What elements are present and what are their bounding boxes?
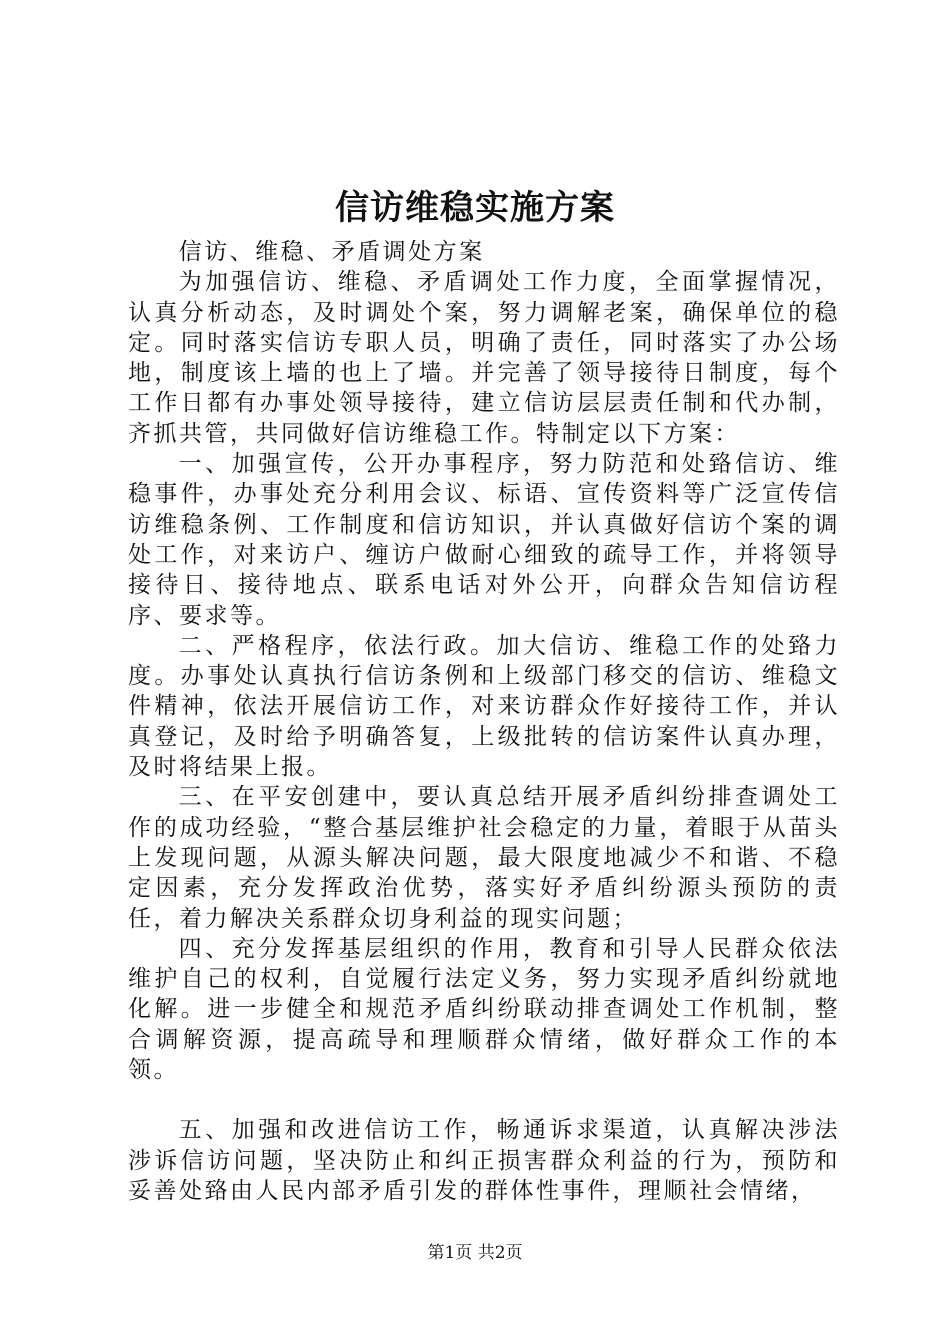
paragraph-item-4: 四、充分发挥基层组织的作用，教育和引导人民群众依法维护自己的权利，自觉履行法定义务，努力实现矛盾纠纷就地化解。进一步健全和规范矛盾纠纷联动排查调处工作机制，整合调解资源，提高疏导和理顺群众情绪，做好群众工作的本领。 — [128, 935, 840, 1084]
paragraph-item-2: 二、严格程序，依法行政。加大信访、维稳工作的处臵力度。办事处认真执行信访条例和上级部门移交的信访、维稳文件精神，依法开展信访工作，对来访群众作好接待工作，并认真登记，及时给予明确答复，上级批转的信访案件认真办理，及时将结果上报。 — [128, 632, 840, 781]
paragraph-item-3: 三、在平安创建中，要认真总结开展矛盾纠纷排查调处工作的成功经验，“整合基层维护社会稳定的力量，着眼于从苗头上发现问题，从源头解决问题，最大限度地减少不和谐、不稳定因素，充分发挥政治优势，落实好矛盾纠纷源头预防的责任，着力解决关系群众切身利益的现实问题； — [128, 784, 840, 932]
document-title: 信访维稳实施方案 — [335, 188, 615, 228]
paragraph-item-5: 五、加强和改进信访工作，畅通诉求渠道，认真解决涉法涉诉信访问题，坚决防止和纠正损害群众利益的行为，预防和妥善处臵由人民内部矛盾引发的群体性事件，理顺社会情绪， — [128, 1117, 840, 1204]
paragraph-subtitle: 信访、维稳、矛盾调处方案 — [178, 239, 485, 265]
paragraph-intro: 为加强信访、维稳、矛盾调处工作力度，全面掌握情况，认真分析动态，及时调处个案，努力调解老案，确保单位的稳定。同时落实信访专职人员，明确了责任，同时落实了办公场地，制度该上墙的也上了墙。并完善了领导接待日制度，每个工作日都有办事处领导接待，建立信访层层责任制和代办制，齐抓共管，共同做好信访维稳工作。特制定以下方案： — [128, 269, 840, 447]
paragraph-item-1: 一、加强宣传，公开办事程序，努力防范和处臵信访、维稳事件，办事处充分利用会议、标语、宣传资料等广泛宣传信访维稳条例、工作制度和信访知识，并认真做好信访个案的调处工作，对来访户、缠访户做耐心细致的疏导工作，并将领导接待日、接待地点、联系电话对外公开，向群众告知信访程序、要求等。 — [128, 451, 840, 629]
page-footer: 第1页 共2页 — [427, 1243, 523, 1263]
document-body — [128, 237, 840, 1206]
